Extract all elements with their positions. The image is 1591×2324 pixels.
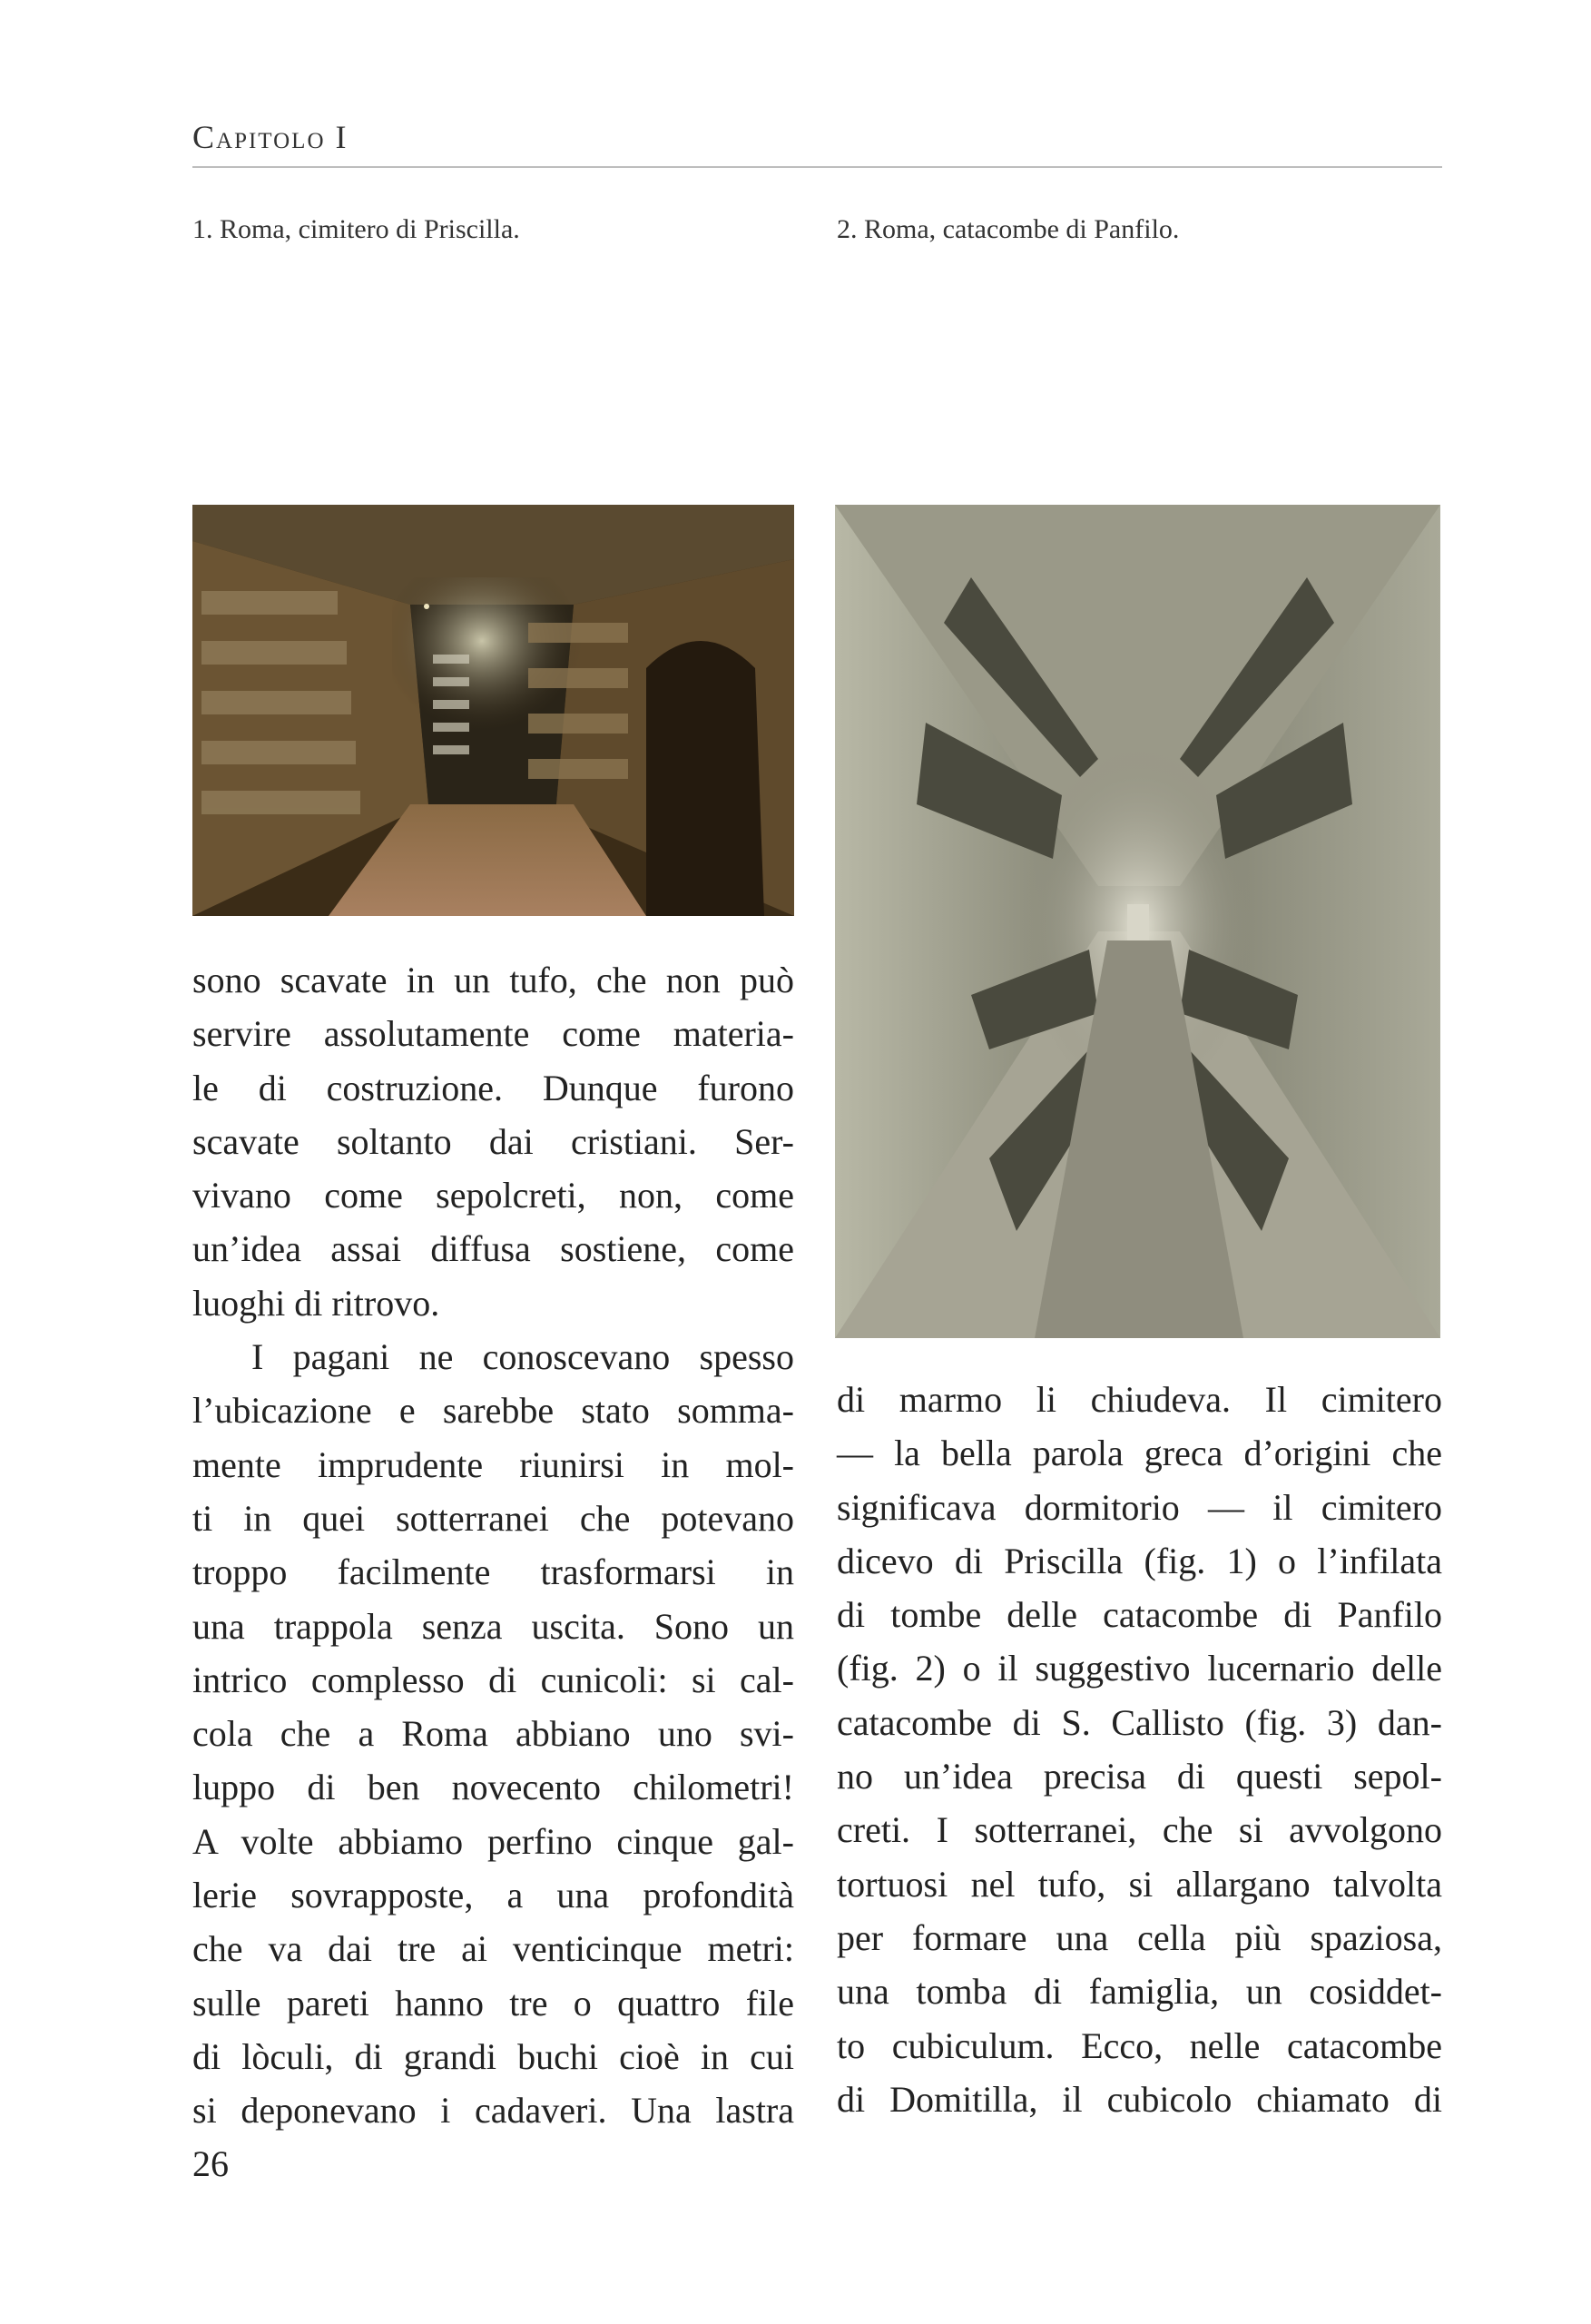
text-line: A volte abbiamo perfino cinque gal- <box>192 1820 794 1862</box>
text-column-left <box>192 953 794 2138</box>
text-line: di tombe delle catacombe di Panfilo <box>837 1594 1442 1636</box>
text-line: mente imprudente riunirsi in mol- <box>192 1443 794 1485</box>
text-line: ti in quei sotterranei che potevano <box>192 1497 794 1539</box>
figure-2-photo-panfilo <box>835 505 1440 1338</box>
text-line: creti. I sotterranei, che si avvolgono <box>837 1809 1442 1851</box>
text-line: no un’idea precisa di questi sepol- <box>837 1756 1442 1797</box>
running-header: Capitolo I <box>192 119 349 155</box>
text-line: tortuosi nel tufo, si allargano talvolta <box>837 1863 1442 1905</box>
text-line: troppo facilmente trasformarsi in <box>192 1551 794 1593</box>
text-line: luppo di ben novecento chilometri! <box>192 1767 794 1808</box>
text-line: luoghi di ritrovo. <box>192 1282 440 1324</box>
text-line: sulle pareti hanno tre o quattro file <box>192 1982 794 2024</box>
text-line: significava dormitorio — il cimitero <box>837 1486 1442 1528</box>
figure-1-photo-priscilla <box>192 505 794 916</box>
figure-1-caption: 1. Roma, cimitero di Priscilla. <box>192 214 520 244</box>
text-line: vivano come sepolcreti, non, come <box>192 1175 794 1216</box>
text-line: l’ubicazione e sarebbe stato somma- <box>192 1390 794 1432</box>
text-line: cola che a Roma abbiano uno svi- <box>192 1713 794 1755</box>
text-line: di lòculi, di grandi buchi cioè in cui <box>192 2035 794 2077</box>
text-line: dicevo di Priscilla (fig. 1) o l’infilata <box>837 1540 1442 1581</box>
figure-2-caption: 2. Roma, catacombe di Panfilo. <box>837 214 1180 244</box>
text-line: un’idea assai diffusa sostiene, come <box>192 1228 794 1270</box>
text-line: si deponevano i cadaveri. Una lastra <box>192 2090 794 2132</box>
text-line: to cubiculum. Ecco, nelle catacombe <box>837 2024 1442 2066</box>
text-line: intrico complesso di cunicoli: si cal- <box>192 1659 794 1700</box>
text-line: che va dai tre ai venticinque metri: <box>192 1928 794 1970</box>
text-line: — la bella parola greca d’origini che <box>837 1433 1442 1474</box>
header-rule <box>192 166 1442 168</box>
text-line: catacombe di S. Callisto (fig. 3) dan- <box>837 1701 1442 1743</box>
text-line: scavate soltanto dai cristiani. Ser- <box>192 1120 794 1162</box>
text-line: per formare una cella più spaziosa, <box>837 1916 1442 1958</box>
text-line: una trappola senza uscita. Sono un <box>192 1605 794 1647</box>
text-line: servire assolutamente come materia- <box>192 1013 794 1055</box>
text-line: I pagani ne conoscevano spesso <box>251 1336 794 1378</box>
page-number: 26 <box>192 2143 229 2184</box>
text-column-right <box>837 1373 1442 2126</box>
text-line: di Domitilla, il cubicolo chiamato di <box>837 2078 1442 2120</box>
text-line: di marmo li chiudeva. Il cimitero <box>837 1379 1442 1420</box>
text-line: lerie sovrapposte, a una profondità <box>192 1875 794 1916</box>
text-line: una tomba di famiglia, un cosiddet- <box>837 1971 1442 2013</box>
text-line: (fig. 2) o il suggestivo lucernario delle <box>837 1648 1442 1689</box>
text-line: sono scavate in un tufo, che non può <box>192 960 794 1000</box>
text-line: le di costruzione. Dunque furono <box>192 1067 794 1108</box>
